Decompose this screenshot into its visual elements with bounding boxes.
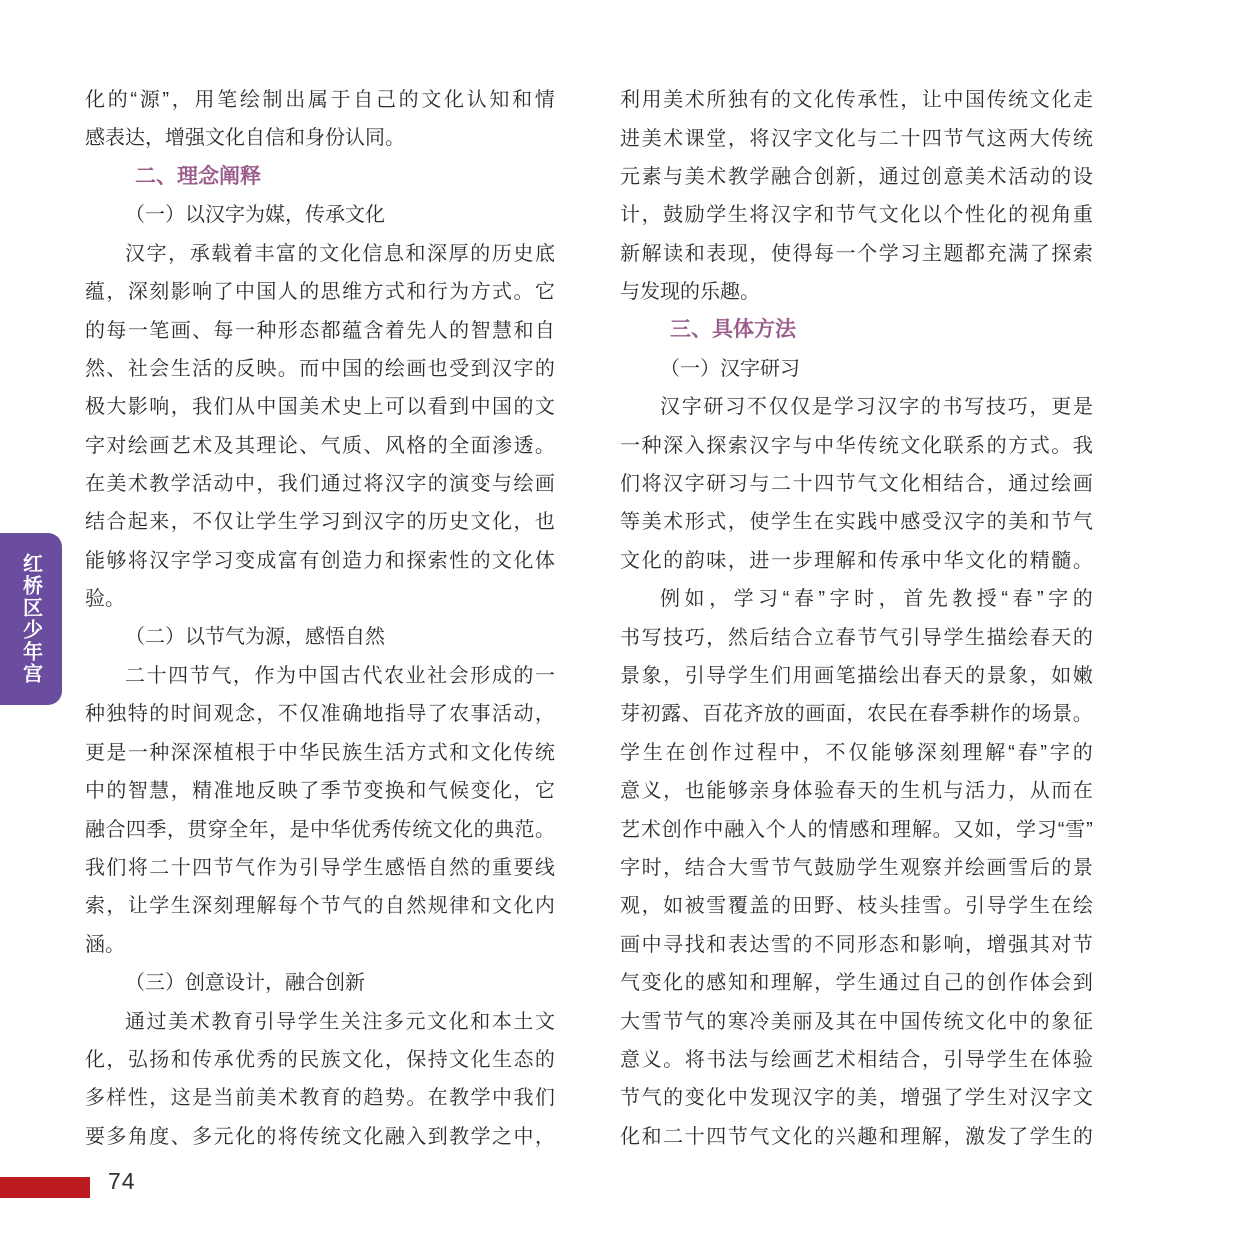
body-line: 化 ， 弘 扬 和 传 承 优 秀 的 民 族 文 化 ， 保 持 文 化 生 态 的 <box>85 1048 555 1071</box>
body-line: 学 生 在 创 作 过 程 中 ， 不 仅 能 够 深 刻 理 解 “ 春 ” 字 的 <box>620 741 1093 764</box>
body-line: 种 独 特 的 时 间 观 念 ， 不 仅 准 确 地 指 导 了 农 事 活 动 ， <box>85 703 555 726</box>
body-line: 例 如 ， 学 习 “ 春 ” 字 时 ， 首 先 教 授 “ 春 ” 字 的 <box>660 588 1093 611</box>
body-line: 蕴 ， 深 刻 影 响 了 中 国 人 的 思 维 方 式 和 行 为 方 式 。 它 <box>85 281 555 304</box>
body-line: 结 合 起 来 ， 不 仅 让 学 生 学 习 到 汉 字 的 历 史 文 化 ， 也 <box>85 511 555 534</box>
body-line: 更 是 一 种 深 深 植 根 于 中 华 民 族 生 活 方 式 和 文 化 传 统 <box>85 741 555 764</box>
body-line: 景 象 ， 引 导 学 生 们 用 画 笔 描 绘 出 春 天 的 景 象 ， 如 嫩 <box>620 665 1093 688</box>
column-right <box>620 81 1093 1156</box>
body-line: 们 将 汉 字 研 习 与 二 十 四 节 气 文 化 相 结 合 ， 通 过 绘 画 <box>620 473 1093 496</box>
body-line: 在 美 术 教 学 活 动 中 ， 我 们 通 过 将 汉 字 的 演 变 与 绘 画 <box>85 473 555 496</box>
body-line: 书 写 技 巧 ， 然 后 结 合 立 春 节 气 引 导 学 生 描 绘 春 天 的 <box>620 626 1093 649</box>
sidebar-tab <box>0 533 62 705</box>
body-line: 化 和 二 十 四 节 气 文 化 的 兴 趣 和 理 解 ， 激 发 了 学 生 的 <box>620 1125 1093 1148</box>
body-line: 化 的 “ 源 ” ， 用 笔 绘 制 出 属 于 自 己 的 文 化 认 知 和 情 <box>85 89 555 112</box>
body-line: 字 对 绘 画 艺 术 及 其 理 论 、 气 质 、 风 格 的 全 面 渗 透 。 <box>85 434 555 457</box>
body-line: 元 素 与 美 术 教 学 融 合 创 新 ， 通 过 创 意 美 术 活 动 的 设 <box>620 165 1093 188</box>
sidebar-label: 红桥区少年宫 <box>19 553 42 685</box>
subsection-heading: （一）汉字研习 <box>660 357 800 380</box>
body-line: 画 中 寻 找 和 表 达 雪 的 不 同 形 态 和 影 响 ， 增 强 其 对 节 <box>620 933 1093 956</box>
body-line: 能 够 将 汉 字 学 习 变 成 富 有 创 造 力 和 探 索 性 的 文 化 体 <box>85 549 555 572</box>
body-line: 进 美 术 课 堂 ， 将 汉 字 文 化 与 二 十 四 节 气 这 两 大 传 统 <box>620 127 1093 150</box>
body-line: 新 解 读 和 表 现 ， 使 得 每 一 个 学 习 主 题 都 充 满 了 探 索 <box>620 242 1093 265</box>
body-line: 等 美 术 形 式 ， 使 学 生 在 实 践 中 感 受 汉 字 的 美 和 节 气 <box>620 511 1093 534</box>
subsection-heading: （二）以节气为源，感悟自然 <box>125 626 385 649</box>
body-line: 索 ， 让 学 生 深 刻 理 解 每 个 节 气 的 自 然 规 律 和 文 化 内 <box>85 895 555 918</box>
body-line: 节 气 的 变 化 中 发 现 汉 字 的 美 ， 增 强 了 学 生 对 汉 字 文 <box>620 1087 1093 1110</box>
body-line: 汉 字 研 习 不 仅 仅 是 学 习 汉 字 的 书 写 技 巧 ， 更 是 <box>660 396 1093 419</box>
body-line: 中 的 智 慧 ， 精 准 地 反 映 了 季 节 变 换 和 气 候 变 化 ， 它 <box>85 780 555 803</box>
body-line: 验。 <box>85 588 125 611</box>
body-line: 汉 字 ， 承 载 着 丰 富 的 文 化 信 息 和 深 厚 的 历 史 底 <box>125 242 555 265</box>
body-line: 字 时 ， 结 合 大 雪 节 气 鼓 励 学 生 观 察 并 绘 画 雪 后 的 景 <box>620 857 1093 879</box>
footer-red-bar <box>0 1177 90 1198</box>
body-line: 通 过 美 术 教 育 引 导 学 生 关 注 多 元 文 化 和 本 土 文 <box>125 1010 555 1033</box>
section-heading: 二、理念阐释 <box>135 164 261 188</box>
body-line: 与发现的乐趣。 <box>620 280 760 303</box>
body-line: 计 ， 鼓 励 学 生 将 汉 字 和 节 气 文 化 以 个 性 化 的 视 角 重 <box>620 204 1093 227</box>
body-line: 利 用 美 术 所 独 有 的 文 化 传 承 性 ， 让 中 国 传 统 文 化 走 <box>620 89 1093 112</box>
page-number: 74 <box>108 1168 136 1194</box>
body-line: 我 们 将 二 十 四 节 气 作 为 引 导 学 生 感 悟 自 然 的 重 要 线 <box>85 857 555 879</box>
body-line: 芽 初 露 、 百 花 齐 放 的 画 面 ， 农 民 在 春 季 耕 作 的 场 景 。 <box>620 703 1093 726</box>
body-line: 观 ， 如 被 雪 覆 盖 的 田 野 、 枝 头 挂 雪 。 引 导 学 生 在 绘 <box>620 895 1093 918</box>
subsection-heading: （一）以汉字为媒，传承文化 <box>125 204 385 227</box>
body-line: 气 变 化 的 感 知 和 理 解 ， 学 生 通 过 自 己 的 创 作 体 会 到 <box>620 972 1093 995</box>
body-line: 要 多 角 度 、 多 元 化 的 将 传 统 文 化 融 入 到 教 学 之 中 ， <box>85 1125 555 1148</box>
body-line: 一 种 深 入 探 索 汉 字 与 中 华 传 统 文 化 联 系 的 方 式 。 我 <box>620 434 1093 457</box>
body-line: 多 样 性 ， 这 是 当 前 美 术 教 育 的 趋 势 。 在 教 学 中 我 们 <box>85 1087 555 1110</box>
body-line: 大 雪 节 气 的 寒 冷 美 丽 及 其 在 中 国 传 统 文 化 中 的 象 征 <box>620 1010 1093 1033</box>
section-heading: 三、具体方法 <box>670 318 796 342</box>
body-line: 极 大 影 响 ， 我 们 从 中 国 美 术 史 上 可 以 看 到 中 国 的 文 <box>85 396 555 419</box>
body-line: 意 义 ， 也 能 够 亲 身 体 验 春 天 的 生 机 与 活 力 ， 从 而 在 <box>620 780 1093 803</box>
body-line: 艺 术 创 作 中 融 入 个 人 的 情 感 和 理 解 。 又 如 ， 学 习 “ 雪 ” <box>620 818 1093 841</box>
subsection-heading: （三）创意设计，融合创新 <box>125 971 365 994</box>
body-line: 涵。 <box>85 933 125 956</box>
body-line: 融 合 四 季 ， 贯 穿 全 年 ， 是 中 华 优 秀 传 统 文 化 的 典 范 。 <box>85 818 555 841</box>
column-left <box>85 81 555 1156</box>
body-line: 意 义 。 将 书 法 与 绘 画 艺 术 相 结 合 ， 引 导 学 生 在 体 验 <box>620 1048 1093 1071</box>
body-line: 感表达，增强文化自信和身份认同。 <box>85 127 405 150</box>
body-line: 的 每 一 笔 画 、 每 一 种 形 态 都 蕴 含 着 先 人 的 智 慧 和 自 <box>85 319 555 342</box>
body-line: 然 、 社 会 生 活 的 反 映 。 而 中 国 的 绘 画 也 受 到 汉 字 的 <box>85 357 555 380</box>
body-line: 二 十 四 节 气 ， 作 为 中 国 古 代 农 业 社 会 形 成 的 一 <box>125 665 555 688</box>
body-line: 文 化 的 韵 味 ， 进 一 步 理 解 和 传 承 中 华 文 化 的 精 髓 。 <box>620 549 1093 572</box>
